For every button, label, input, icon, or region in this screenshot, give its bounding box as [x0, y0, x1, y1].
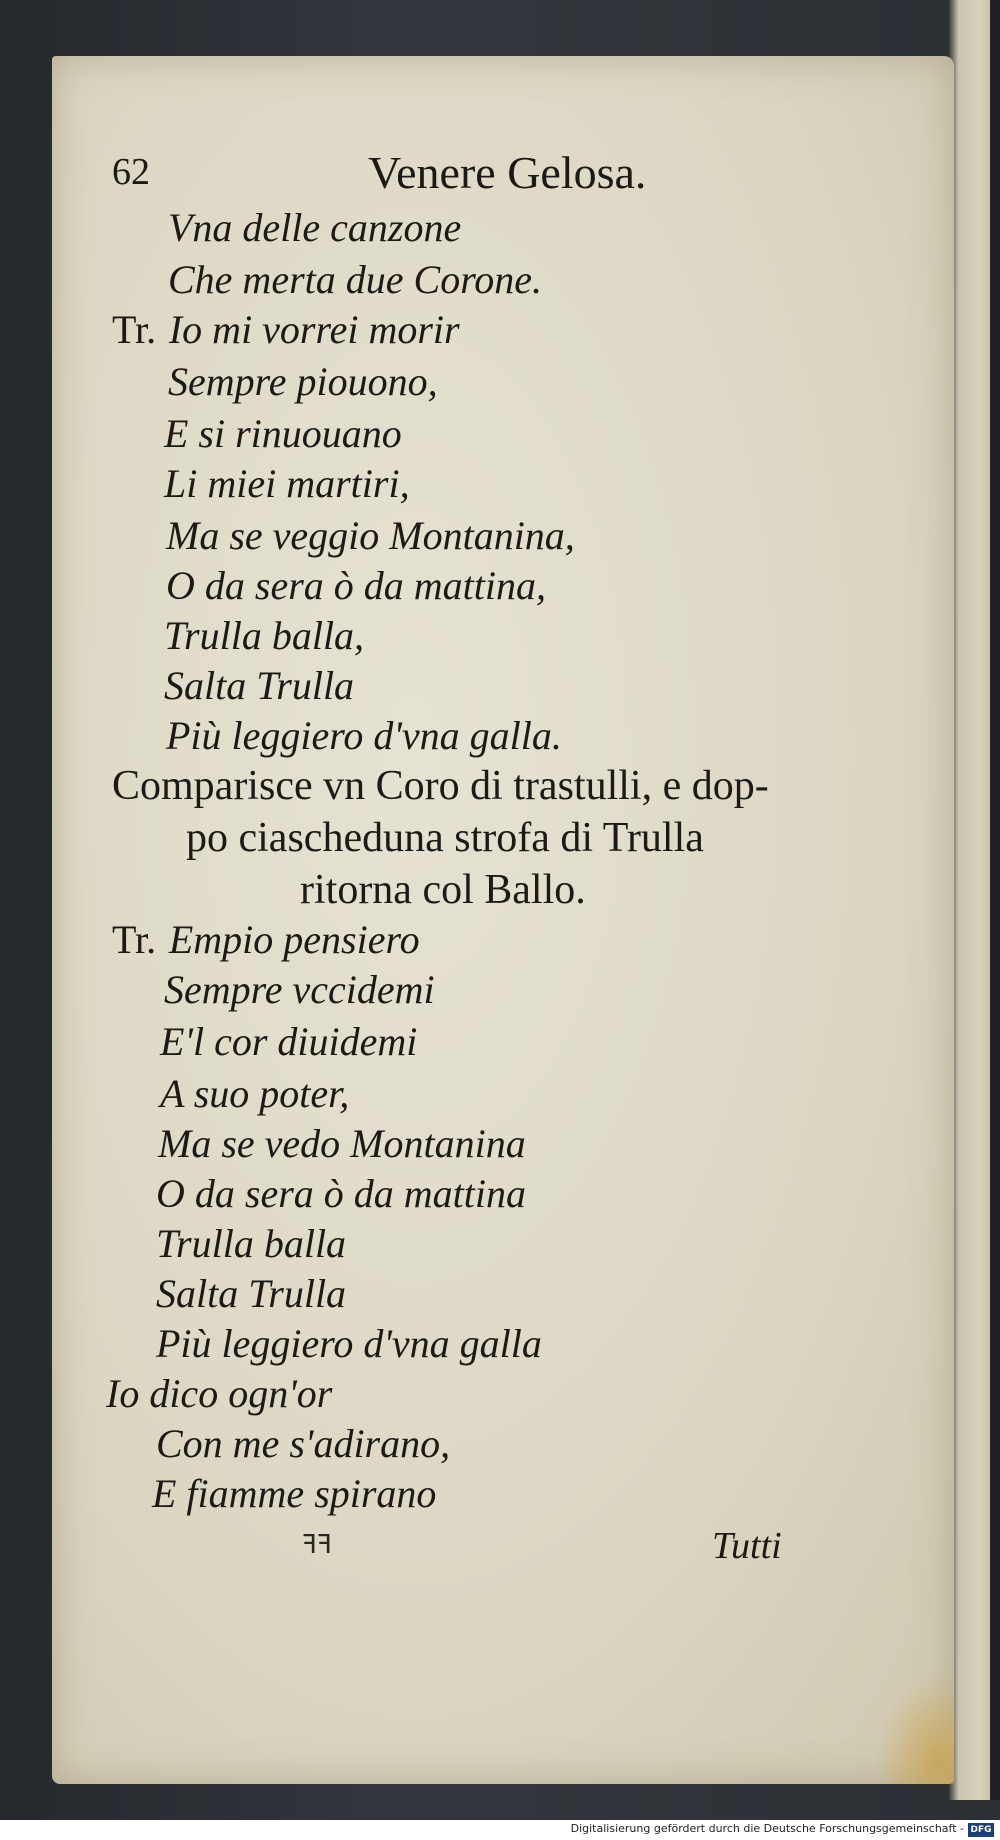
verse-text: Ma se veggio Montanina,	[166, 513, 575, 558]
verse-line	[168, 204, 461, 251]
stage-direction-line: ritorna col Ballo.	[300, 867, 586, 913]
page-number: 62	[112, 151, 150, 193]
page-stain	[874, 1674, 954, 1784]
verse-text: Con me s'adirano,	[156, 1421, 451, 1466]
speaker-label: Tr.	[112, 917, 157, 962]
verse-line	[156, 1320, 542, 1367]
verse-text: Ma se vedo Montanina	[158, 1121, 526, 1166]
catchword: Tutti	[712, 1525, 782, 1567]
verse-line	[168, 358, 438, 405]
verse-line	[164, 662, 354, 709]
verse-text: Sempre piouono,	[168, 359, 438, 404]
footer-credit: Digitalisierung gefördert durch die Deutsche Forschungsgemeinschaft -	[570, 1822, 964, 1835]
verse-text: Trulla balla	[156, 1221, 347, 1266]
verse-text: Sempre vccidemi	[164, 967, 435, 1012]
verse-text: Vna delle canzone	[168, 205, 462, 250]
stage-direction-line: po ciascheduna strofa di Trulla	[186, 815, 704, 861]
verse-line	[160, 1070, 349, 1117]
verse-text: Io mi vorrei morir	[168, 307, 460, 352]
speaker-label: Tr.	[112, 307, 157, 352]
verse-line	[106, 1370, 332, 1417]
verse-text: Io dico ogn'or	[106, 1371, 333, 1416]
verse-line	[164, 966, 435, 1013]
verse-line	[156, 1420, 450, 1467]
verse-text: E si rinuouano	[164, 411, 402, 456]
verse-line	[112, 306, 460, 353]
verse-text: O da sera ò da mattina,	[166, 563, 546, 608]
verse-text: Empio pensiero	[168, 917, 420, 962]
verse-text: A suo poter,	[160, 1071, 350, 1116]
signature-mark: ꟻꟻ	[302, 1530, 332, 1559]
verse-text: Salta Trulla	[164, 663, 355, 708]
running-head: Venere Gelosa.	[368, 147, 647, 198]
verse-line	[166, 562, 546, 609]
dfg-logo-icon: DFG	[968, 1823, 994, 1837]
verse-line	[112, 916, 420, 963]
verse-line	[158, 1120, 526, 1167]
verse-line	[152, 1470, 436, 1517]
verse-text: Che merta due Corone.	[168, 257, 543, 302]
stage-direction-line: Comparisce vn Coro di trastulli, e dop-	[112, 763, 769, 809]
verse-text: E fiamme spirano	[152, 1471, 437, 1516]
verse-text: Più leggiero d'vna galla	[156, 1321, 542, 1366]
verse-text: E'l cor diuidemi	[160, 1019, 418, 1064]
book-spine-shadow	[990, 0, 1000, 1800]
verse-line	[164, 460, 410, 507]
verse-line	[168, 256, 542, 303]
verse-line	[164, 410, 402, 457]
verse-line	[164, 612, 364, 659]
verse-line	[156, 1170, 526, 1217]
verse-text: O da sera ò da mattina	[156, 1171, 526, 1216]
verse-text: Li miei martiri,	[164, 461, 410, 506]
verse-line	[166, 712, 562, 759]
verse-line	[156, 1270, 346, 1317]
verse-text: Salta Trulla	[156, 1271, 347, 1316]
verse-line	[156, 1220, 346, 1267]
verse-line	[166, 512, 575, 559]
verse-text: Trulla balla,	[164, 613, 365, 658]
verse-text: Più leggiero d'vna galla.	[166, 713, 562, 758]
verse-line	[160, 1018, 417, 1065]
